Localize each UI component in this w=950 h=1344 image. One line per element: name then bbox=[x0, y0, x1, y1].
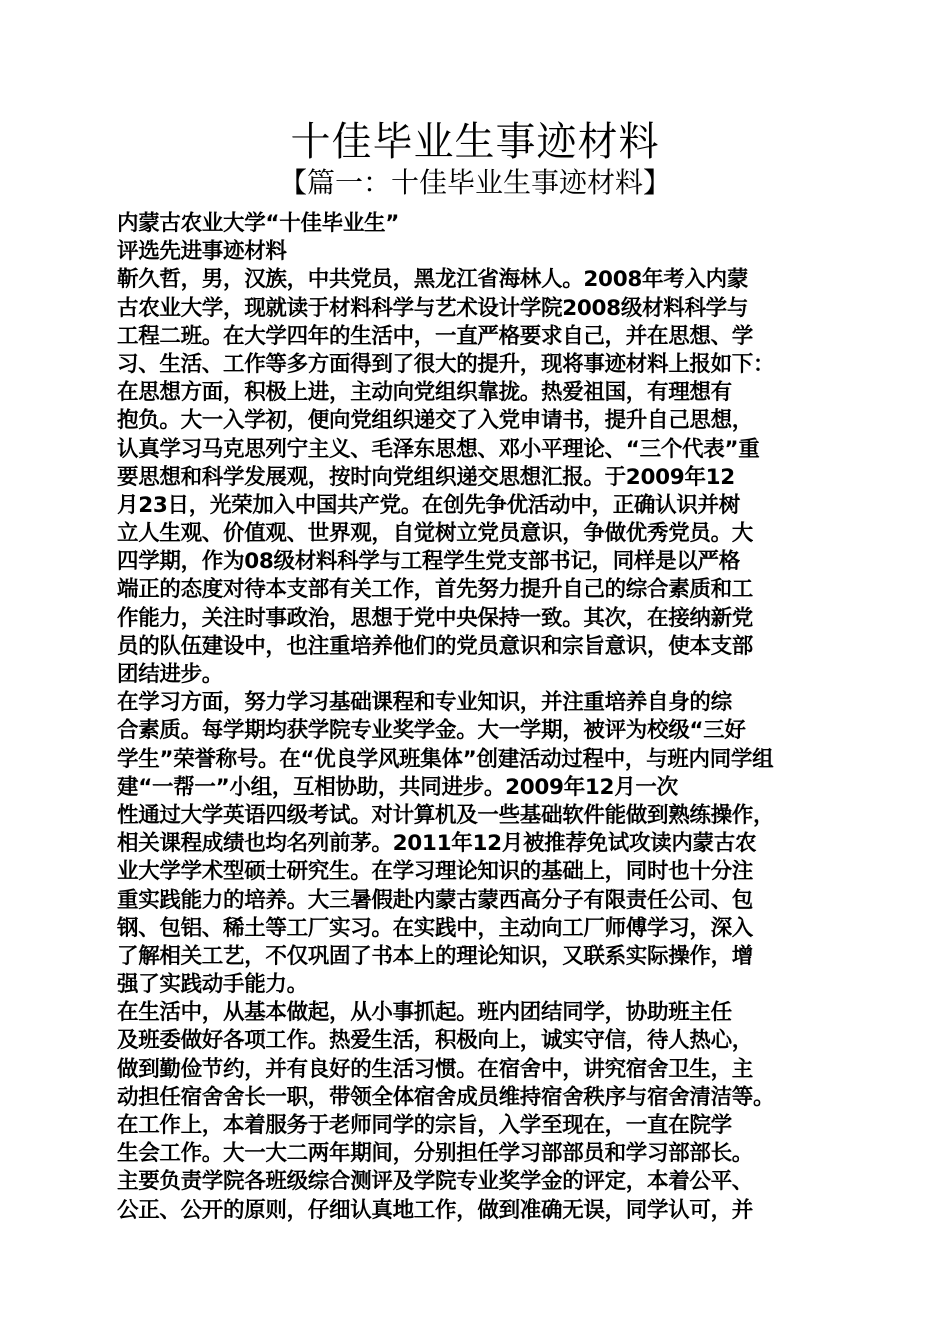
text-line: 端正的态度对待本支部有关工作，首先努力提升自己的综合素质和工 bbox=[117, 577, 754, 603]
document-subtitle: 【篇一：十佳毕业生事迹材料】 bbox=[278, 166, 671, 199]
text-line: 学生”荣誉称号。在“优良学风班集体”创建活动过程中，与班内同学组 bbox=[117, 746, 774, 772]
text-line: 了解相关工艺，不仅巩固了书本上的理论知识，又联系实际操作，增 bbox=[117, 943, 754, 969]
document-body bbox=[117, 210, 857, 1225]
text-line: 业大学学术型硕士研究生。在学习理论知识的基础上，同时也十分注 bbox=[117, 859, 754, 885]
text-line: 公正、公开的原则，仔细认真地工作，做到准确无误，同学认可，并 bbox=[117, 1197, 754, 1223]
text-line: 评选先进事迹材料 bbox=[117, 239, 287, 265]
text-line: 相关课程成绩也均名列前茅。2011年12月被推荐免试攻读内蒙古农 bbox=[117, 831, 757, 857]
text-line: 钢、包铝、稀土等工厂实习。在实践中，主动向工厂师傅学习，深入 bbox=[117, 915, 754, 941]
text-line: 在思想方面，积极上进，主动向党组织靠拢。热爱祖国，有理想有 bbox=[117, 380, 732, 406]
text-line: 动担任宿舍舍长一职，带领全体宿舍成员维持宿舍秩序与宿舍清洁等。 bbox=[117, 1084, 775, 1110]
text-line: 团结进步。 bbox=[117, 662, 224, 687]
text-line: 立人生观、价值观、世界观，自觉树立党员意识，争做优秀党员。大 bbox=[117, 521, 754, 547]
text-line: 四学期，作为08级材料科学与工程学生党支部书记，同样是以严格 bbox=[117, 549, 740, 575]
text-line: 重实践能力的培养。大三暑假赴内蒙古蒙西高分子有限责任公司、包 bbox=[117, 887, 754, 913]
text-line: 在工作上，本着服务于老师同学的宗旨，入学至现在，一直在院学 bbox=[117, 1113, 732, 1138]
text-line: 靳久哲，男，汉族，中共党员，黑龙江省海林人。2008年考入内蒙 bbox=[117, 267, 749, 293]
text-line: 在生活中，从基本做起，从小事抓起。班内团结同学，协助班主任 bbox=[117, 1000, 732, 1026]
text-line: 做到勤俭节约，并有良好的生活习惯。在宿舍中，讲究宿舍卫生，主 bbox=[117, 1056, 754, 1082]
text-line: 员的队伍建设中，也注重培养他们的党员意识和宗旨意识，使本支部 bbox=[117, 633, 754, 659]
text-line: 抱负。大一入学初，便向党组织递交了入党申请书，提升自己思想， bbox=[117, 408, 754, 434]
text-line: 作能力，关注时事政治，思想于党中央保持一致。其次，在接纳新党 bbox=[117, 605, 754, 631]
text-line: 月23日，光荣加入中国共产党。在创先争优活动中，正确认识并树 bbox=[117, 492, 740, 518]
document-title: 十佳毕业生事迹材料 bbox=[290, 119, 660, 165]
text-line: 合素质。每学期均获学院专业奖学金。大一学期，被评为校级“三好 bbox=[117, 718, 746, 744]
text-line: 工程二班。在大学四年的生活中，一直严格要求自己，并在思想、学 bbox=[117, 323, 754, 349]
text-line: 内蒙古农业大学“十佳毕业生” bbox=[117, 211, 400, 236]
text-line: 主要负责学院各班级综合测评及学院专业奖学金的评定，本着公平、 bbox=[117, 1169, 754, 1195]
text-line: 建“一帮一”小组，互相协助，共同进步。2009年12月一次 bbox=[117, 774, 678, 800]
text-line: 性通过大学英语四级考试。对计算机及一些基础软件能做到熟练操作， bbox=[117, 802, 775, 828]
text-line: 及班委做好各项工作。热爱生活，积极向上，诚实守信，待人热心， bbox=[117, 1028, 754, 1054]
text-line: 要思想和科学发展观，按时向党组织递交思想汇报。于2009年12 bbox=[117, 464, 735, 490]
text-line: 在学习方面，努力学习基础课程和专业知识，并注重培养自身的综 bbox=[117, 690, 732, 716]
text-line: 强了实践动手能力。 bbox=[117, 972, 308, 998]
text-line: 认真学习马克思列宁主义、毛泽东思想、邓小平理论、“三个代表”重 bbox=[117, 436, 760, 462]
text-line: 生会工作。大一大二两年期间，分别担任学习部部员和学习部部长。 bbox=[117, 1141, 754, 1167]
text-line: 习、生活、工作等多方面得到了很大的提升，现将事迹材料上报如下： bbox=[117, 351, 775, 377]
text-line: 古农业大学，现就读于材料科学与艺术设计学院2008级材料科学与 bbox=[117, 295, 749, 321]
